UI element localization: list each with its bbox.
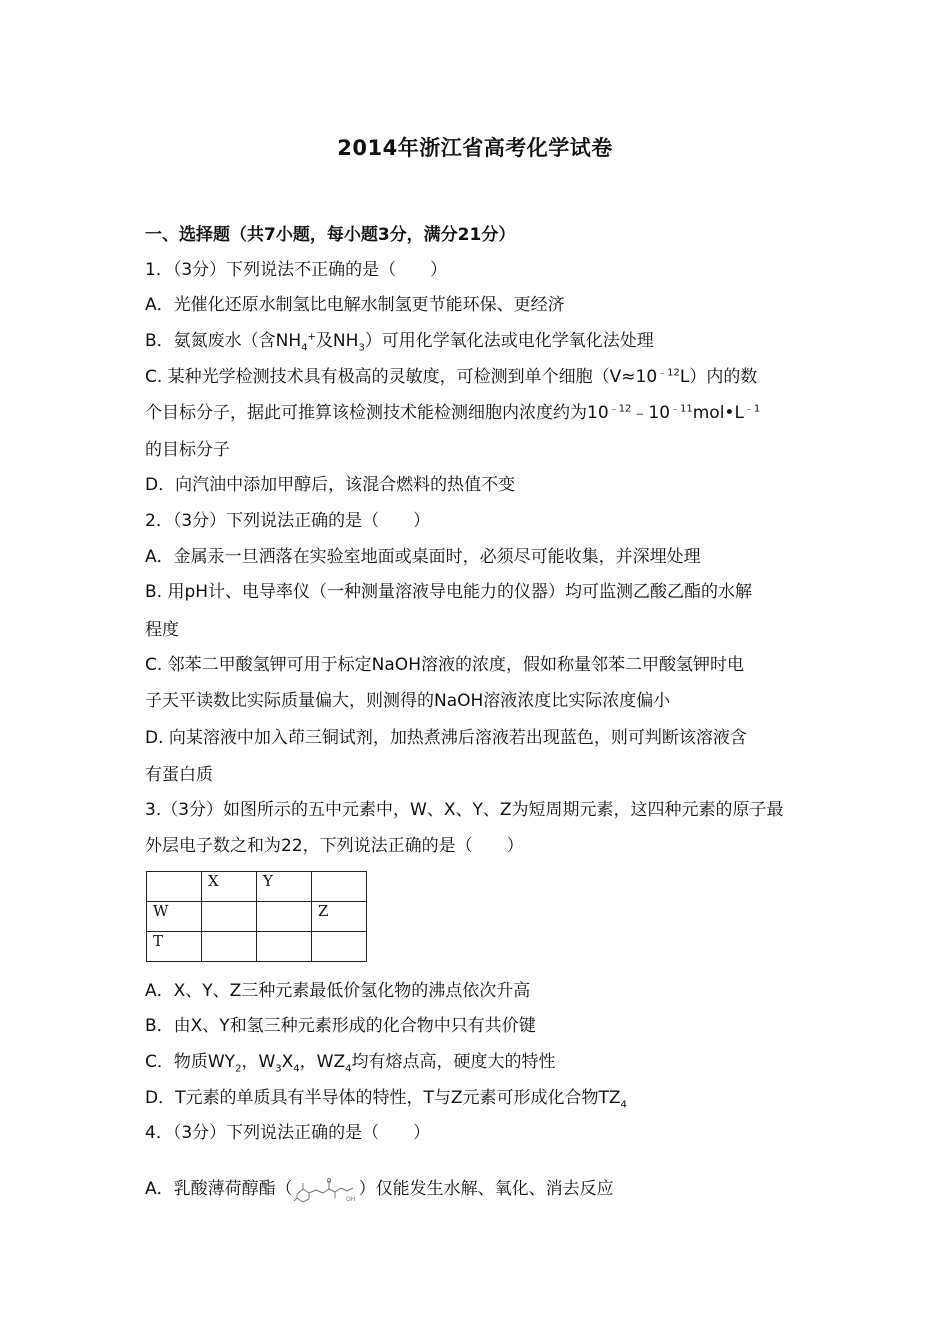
q2-option-b-line2: 程度 xyxy=(145,620,179,640)
q4-stem: 4．（3分）下列说法正确的是（ ） xyxy=(145,1123,431,1143)
q3-option-b: B．由X、Y和氢三种元素形成的化合物中只有共价键 xyxy=(145,1016,536,1036)
q2-option-a: A．金属汞一旦洒落在实验室地面或桌面时，必须尽可能收集，并深埋处理 xyxy=(145,547,701,567)
q2-option-b-line1: B. 用pH计、电导率仪（一种测量溶液导电能力的仪器）均可监测乙酸乙酯的水解 xyxy=(145,582,753,602)
q3-option-c: C．物质$WY_2$，$W_3X_4$，$WZ_4$均有熔点高，硬度大的特性 xyxy=(145,1052,556,1075)
table-cell: Z xyxy=(312,902,367,932)
table-cell xyxy=(202,902,257,932)
table-cell xyxy=(147,872,202,902)
q3-stem-line2: 外层电子数之和为22，下列说法正确的是（ ） xyxy=(145,836,524,856)
q2-stem: 2．（3分）下列说法正确的是（ ） xyxy=(145,511,431,531)
table-cell xyxy=(257,902,312,932)
table-cell: T xyxy=(147,932,202,962)
table-cell xyxy=(257,932,312,962)
menthyl-lactate-structure-image xyxy=(293,1174,359,1204)
q2-option-d-line1: D. 向某溶液中加入茚三铜试剂，加热煮沸后溶液若出现蓝色，则可判断该溶液含 xyxy=(145,728,747,748)
table-cell: Y xyxy=(257,872,312,902)
svg-text:OH: OH xyxy=(345,1196,355,1203)
q3-stem-line1: 3.（3分）如图所示的五中元素中，W、X、Y、Z为短周期元素，这四种元素的原子最 xyxy=(145,800,784,820)
q1-option-c-line3: 的目标分子 xyxy=(145,440,230,460)
table-row xyxy=(147,902,367,932)
q4-option-a: A．乳酸薄荷醇酯（ OH ）仅能发生水解、氧化、消去反应 xyxy=(145,1174,815,1204)
table-row xyxy=(147,872,367,902)
table-cell: W xyxy=(147,902,202,932)
q1-stem: 1．（3分）下列说法不正确的是（ ） xyxy=(145,260,448,280)
table-row xyxy=(147,932,367,962)
q3-option-a: A．X、Y、Z三种元素最低价氢化物的沸点依次升高 xyxy=(145,981,531,1001)
table-cell xyxy=(312,932,367,962)
section-heading: 一、选择题（共7小题，每小题3分，满分21分） xyxy=(145,225,516,245)
q3-option-d: D．T元素的单质具有半导体的特性，T与Z元素可形成化合物$TZ_4$ xyxy=(145,1088,627,1111)
q1-option-c-line2: 个目标分子，据此可推算该检测技术能检测细胞内浓度约为$10^{﹣12}﹣10^{﹣11}mol•L^{﹣1}$ xyxy=(145,403,761,423)
q1-option-b: B．氨氮废水（含$NH_4^+$及$NH_3$）可用化学氧化法或电化学氧化法处理 xyxy=(145,331,654,354)
table-cell: X xyxy=(202,872,257,902)
table-cell xyxy=(202,932,257,962)
table-cell xyxy=(312,872,367,902)
page-title: 2014年浙江省高考化学试卷 xyxy=(337,136,613,160)
q2-option-c-line1: C. 邻苯二甲酸氢钾可用于标定NaOH溶液的浓度，假如称量邻苯二甲酸氢钾时电 xyxy=(145,655,744,675)
periodic-table-fragment xyxy=(146,871,367,962)
q2-option-c-line2: 子天平读数比实际质量偏大，则测得的NaOH溶液浓度比实际浓度偏小 xyxy=(145,691,671,711)
q1-option-a: A．光催化还原水制氢比电解水制氢更节能环保、更经济 xyxy=(145,295,565,315)
q1-option-d: D．向汽油中添加甲醇后，该混合燃料的热值不变 xyxy=(145,475,516,495)
q2-option-d-line2: 有蛋白质 xyxy=(145,765,213,785)
q1-option-c-line1: C. 某种光学检测技术具有极高的灵敏度，可检测到单个细胞$(V\approx 10^{﹣12}L)$内的数 xyxy=(145,367,758,387)
